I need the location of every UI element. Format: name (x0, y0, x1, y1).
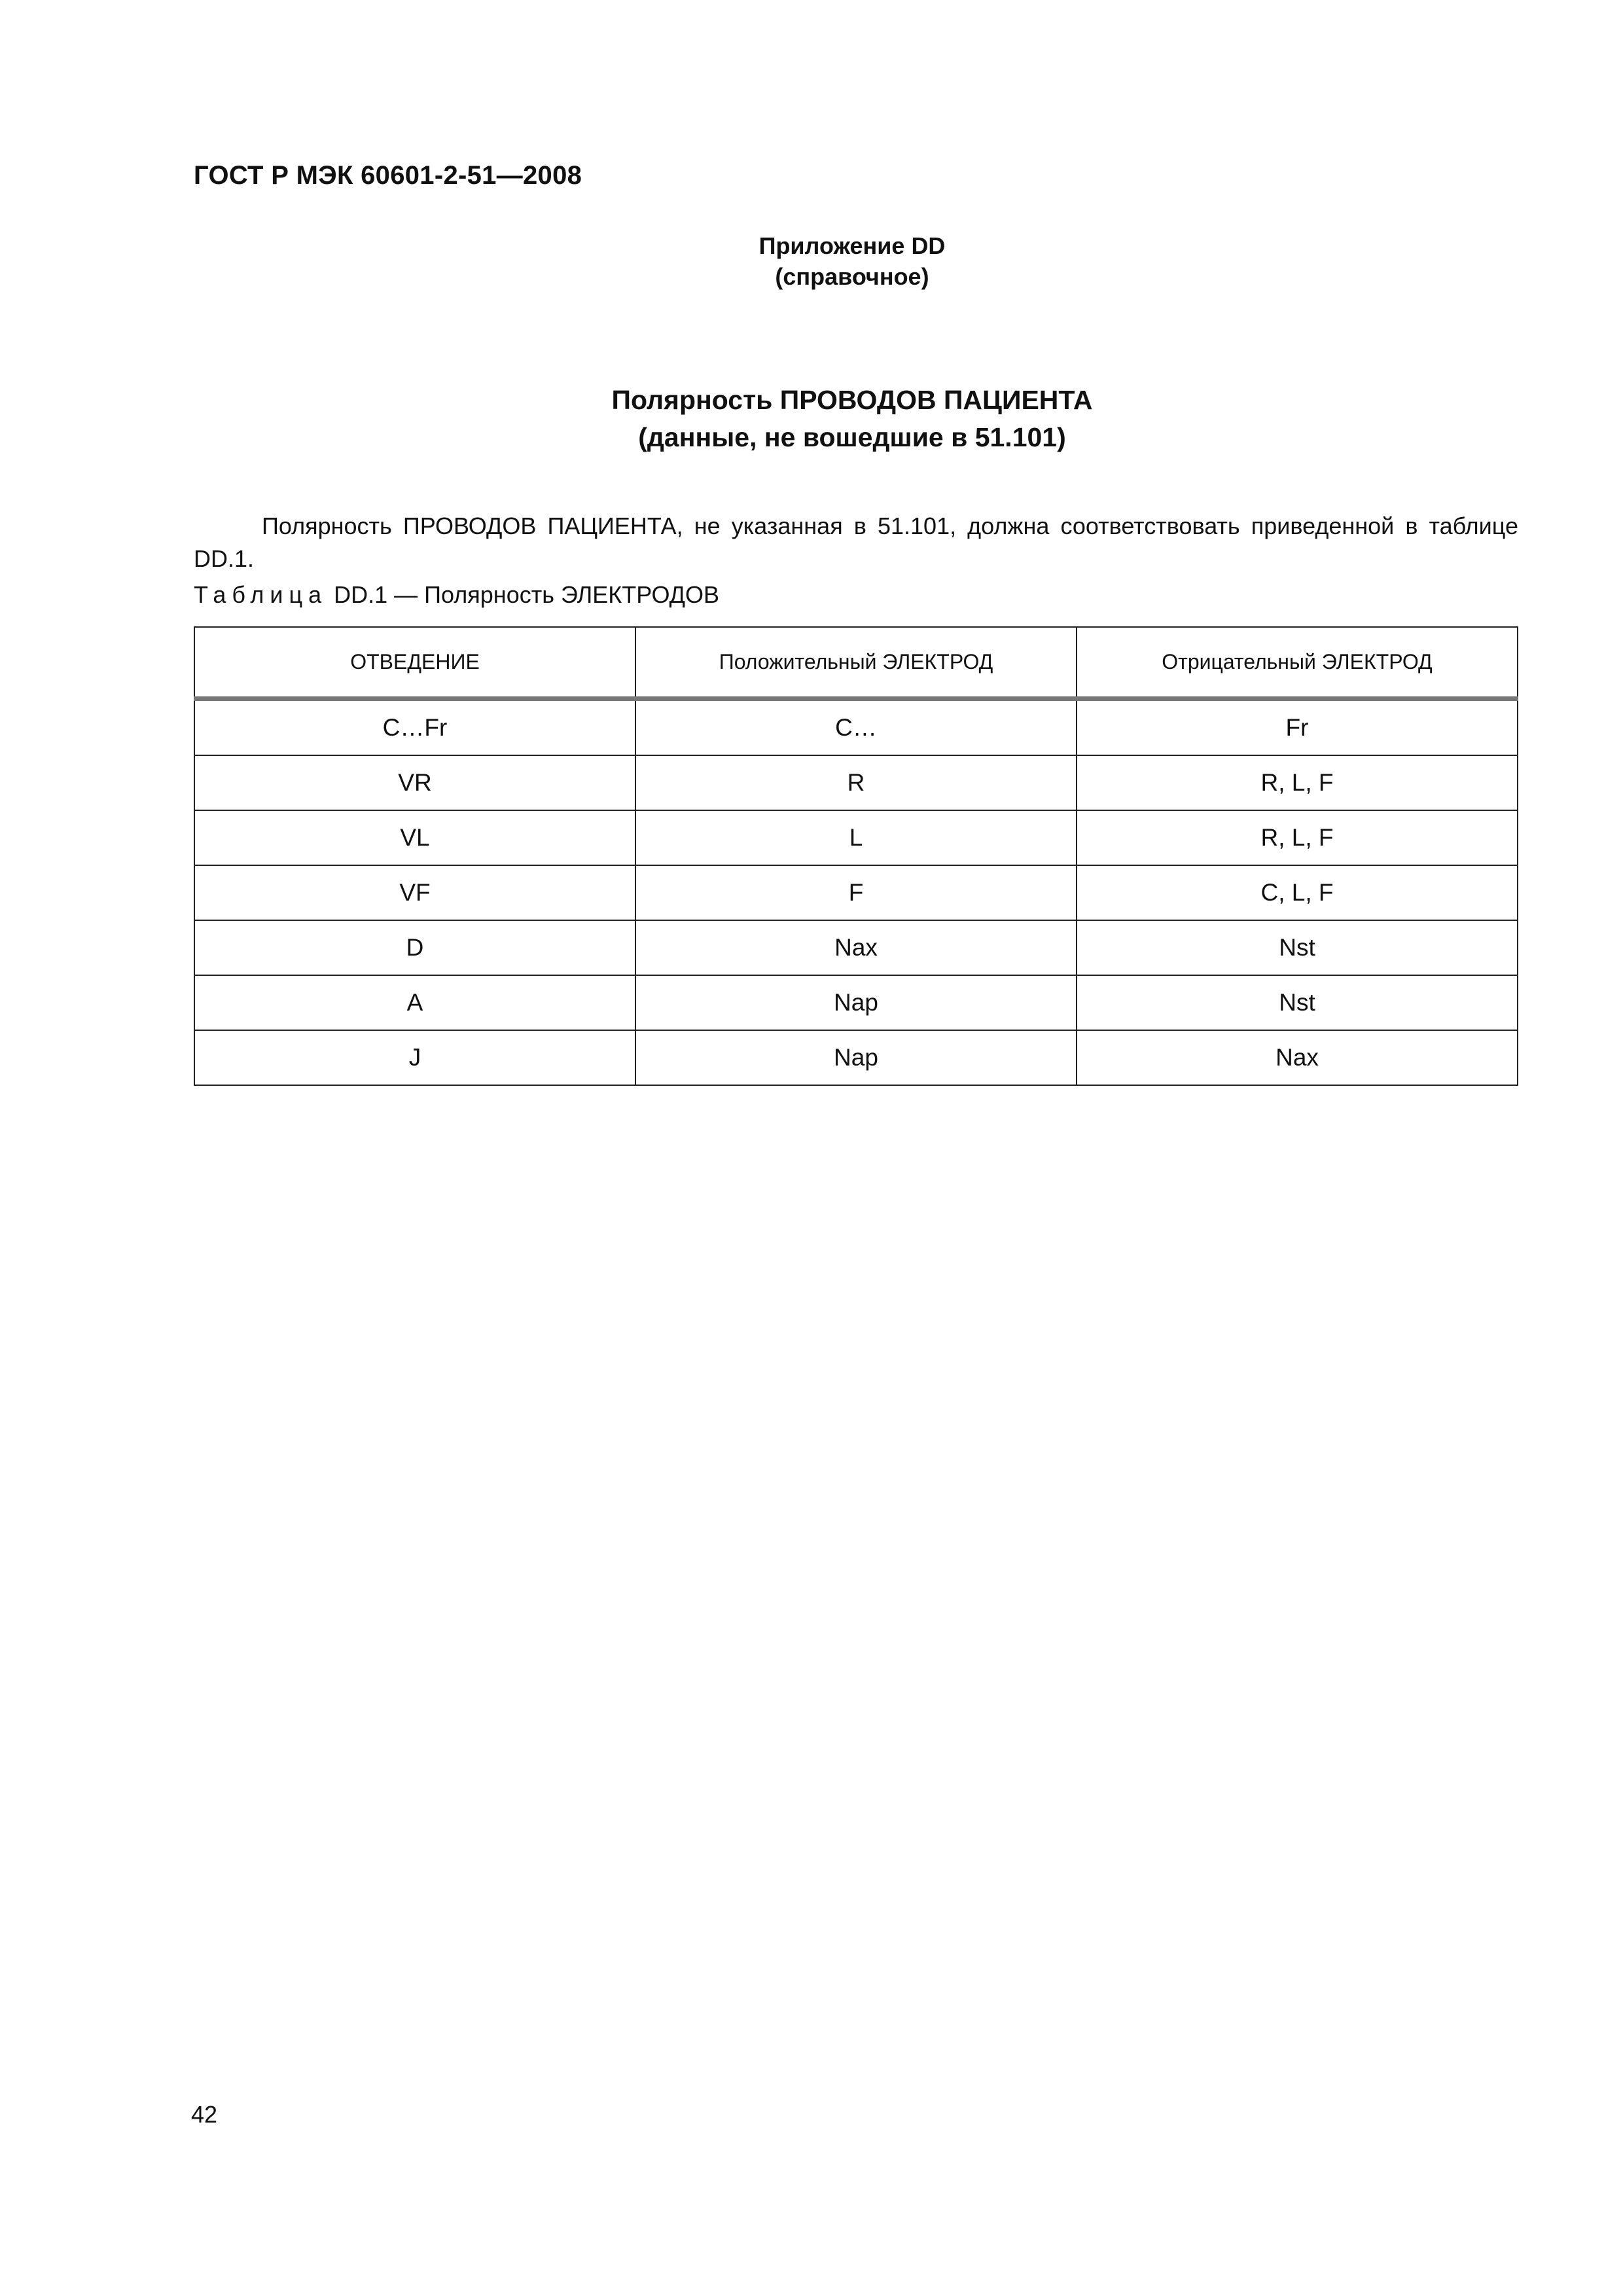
section-title: Полярность ПРОВОДОВ ПАЦИЕНТА (611, 385, 1093, 415)
table-header-row (194, 627, 1518, 699)
table-cell: L (635, 810, 1077, 865)
table-cell: Nap (635, 975, 1077, 1030)
table-row (194, 975, 1518, 1030)
document-code: ГОСТ Р МЭК 60601-2-51—2008 (194, 161, 582, 190)
table-caption-text: DD.1 — Полярность ЭЛЕКТРОДОВ (327, 581, 720, 608)
annex-kind: (справочное) (775, 263, 929, 290)
table-row (194, 699, 1518, 756)
annex-title: Приложение DD (758, 232, 946, 259)
table-cell: VF (194, 865, 635, 920)
header-lead: ОТВЕДЕНИЕ (194, 627, 635, 699)
table-cell: F (635, 865, 1077, 920)
table-cell: D (194, 920, 635, 975)
body-paragraph: Полярность ПРОВОДОВ ПАЦИЕНТА, не указанная в 51.101, должна соответствовать приведенной в таблице DD.1. (194, 512, 1518, 572)
header-positive-electrode: Положительный ЭЛЕКТРОД (635, 627, 1077, 699)
table-cell: Nst (1077, 975, 1518, 1030)
table-cell: Nax (1077, 1030, 1518, 1085)
table-cell: A (194, 975, 635, 1030)
table-cell: R (635, 755, 1077, 810)
table-row (194, 920, 1518, 975)
table-caption-prefix: Таблица (194, 581, 328, 608)
table-cell: R, L, F (1077, 755, 1518, 810)
header-negative-electrode: Отрицательный ЭЛЕКТРОД (1077, 627, 1518, 699)
polarity-table (194, 626, 1518, 1086)
table-cell: Nax (635, 920, 1077, 975)
section-subtitle: (данные, не вошедшие в 51.101) (638, 422, 1066, 452)
table-caption (194, 581, 719, 609)
table-row (194, 865, 1518, 920)
table-cell: Nst (1077, 920, 1518, 975)
table-cell: J (194, 1030, 635, 1085)
table-cell: Fr (1077, 699, 1518, 756)
table-cell: VR (194, 755, 635, 810)
table-cell: C… (635, 699, 1077, 756)
table-cell: Nap (635, 1030, 1077, 1085)
page-number: 42 (191, 2101, 218, 2128)
table-row (194, 755, 1518, 810)
table-row (194, 810, 1518, 865)
table-cell: C…Fr (194, 699, 635, 756)
table-cell: C, L, F (1077, 865, 1518, 920)
table-cell: R, L, F (1077, 810, 1518, 865)
table-row (194, 1030, 1518, 1085)
table-cell: VL (194, 810, 635, 865)
